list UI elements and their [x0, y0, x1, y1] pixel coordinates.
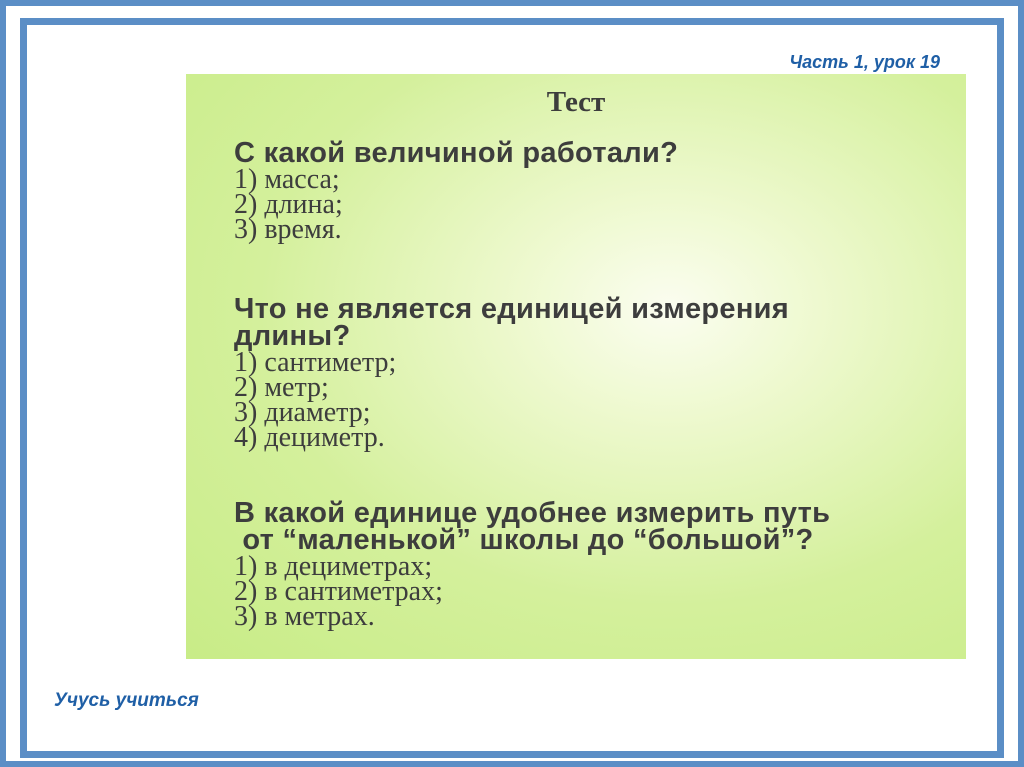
question-1-text: С какой величиной работали?: [234, 137, 679, 169]
question-3-option-3: 3) в метрах.: [234, 601, 375, 632]
test-panel: [186, 74, 966, 659]
question-2-options: [234, 347, 789, 453]
question-3-text: В какой единице удобнее измерить путь от “маленькой” школы до “большой”?: [234, 497, 831, 556]
lesson-label: Часть 1, урок 19: [789, 52, 940, 72]
test-title: Тест: [546, 86, 606, 118]
question-1: [234, 137, 679, 245]
question-3-option-2: 2) в сантиметрах;: [234, 576, 443, 607]
question-2-option-2: 2) метр;: [234, 372, 329, 403]
question-2: [234, 293, 790, 453]
question-3-options: [234, 551, 830, 632]
question-2-option-4: 4) дециметр.: [234, 422, 385, 453]
question-2-option-1: 1) сантиметр;: [234, 347, 397, 378]
question-3-option-1: 1) в дециметрах;: [234, 551, 433, 582]
question-1-option-1: 1) масса;: [234, 164, 340, 195]
footer-label: Учусь учиться: [54, 690, 199, 711]
question-2-option-3: 3) диаметр;: [234, 397, 371, 428]
question-1-option-2: 2) длина;: [234, 189, 343, 220]
question-2-text: Что не является единицей измерения длины?: [234, 293, 790, 352]
question-1-option-3: 3) время.: [234, 214, 342, 245]
question-3: [234, 497, 831, 632]
question-1-options: [234, 164, 678, 245]
